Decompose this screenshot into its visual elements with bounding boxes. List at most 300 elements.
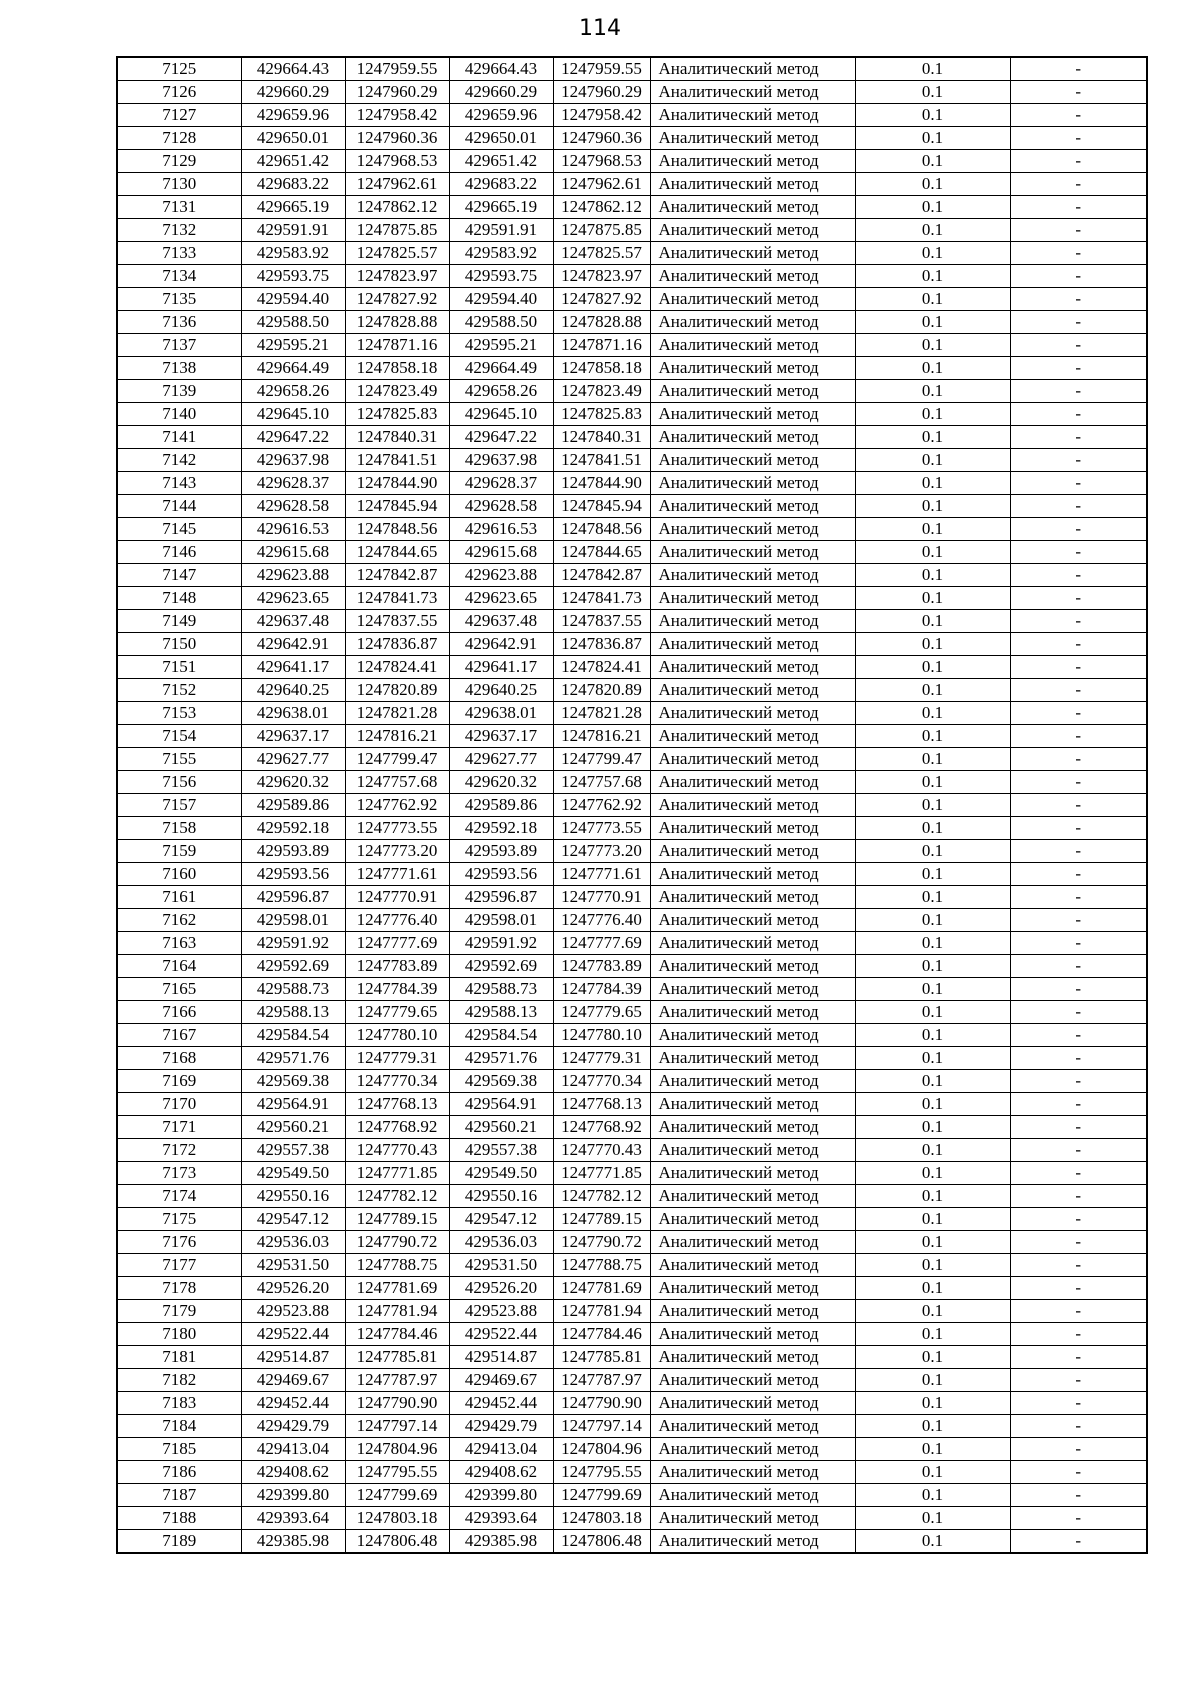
x-coordinate-cell: 429593.89 [449,840,553,863]
method-cell: Аналитический метод [650,449,855,472]
method-cell: Аналитический метод [650,679,855,702]
accuracy-cell: 0.1 [855,173,1010,196]
y-coordinate-cell: 1247795.55 [553,1461,650,1484]
method-cell: Аналитический метод [650,1277,855,1300]
accuracy-cell: 0.1 [855,725,1010,748]
accuracy-cell: 0.1 [855,955,1010,978]
x-coordinate-cell: 429645.10 [241,403,345,426]
y-coordinate-cell: 1247875.85 [553,219,650,242]
y-coordinate-cell: 1247803.18 [553,1507,650,1530]
method-cell: Аналитический метод [650,1461,855,1484]
accuracy-cell: 0.1 [855,1300,1010,1323]
point-number-cell: 7136 [117,311,241,334]
x-coordinate-cell: 429593.89 [241,840,345,863]
point-number-cell: 7189 [117,1530,241,1554]
x-coordinate-cell: 429623.88 [241,564,345,587]
y-coordinate-cell: 1247785.81 [553,1346,650,1369]
point-number-cell: 7147 [117,564,241,587]
note-cell: - [1010,863,1147,886]
point-number-cell: 7186 [117,1461,241,1484]
y-coordinate-cell: 1247790.90 [553,1392,650,1415]
y-coordinate-cell: 1247785.81 [345,1346,449,1369]
x-coordinate-cell: 429591.91 [449,219,553,242]
y-coordinate-cell: 1247787.97 [345,1369,449,1392]
point-number-cell: 7134 [117,265,241,288]
x-coordinate-cell: 429514.87 [449,1346,553,1369]
x-coordinate-cell: 429583.92 [449,242,553,265]
y-coordinate-cell: 1247958.42 [345,104,449,127]
table-row [117,1208,1147,1231]
table-row [117,1461,1147,1484]
method-cell: Аналитический метод [650,104,855,127]
y-coordinate-cell: 1247841.51 [345,449,449,472]
method-cell: Аналитический метод [650,725,855,748]
point-number-cell: 7174 [117,1185,241,1208]
y-coordinate-cell: 1247784.39 [345,978,449,1001]
x-coordinate-cell: 429592.69 [449,955,553,978]
y-coordinate-cell: 1247777.69 [553,932,650,955]
table-row [117,1415,1147,1438]
x-coordinate-cell: 429522.44 [449,1323,553,1346]
x-coordinate-cell: 429637.98 [449,449,553,472]
note-cell: - [1010,288,1147,311]
accuracy-cell: 0.1 [855,472,1010,495]
x-coordinate-cell: 429664.49 [241,357,345,380]
x-coordinate-cell: 429588.13 [449,1001,553,1024]
x-coordinate-cell: 429665.19 [241,196,345,219]
x-coordinate-cell: 429589.86 [449,794,553,817]
x-coordinate-cell: 429452.44 [241,1392,345,1415]
table-row [117,541,1147,564]
x-coordinate-cell: 429628.37 [449,472,553,495]
method-cell: Аналитический метод [650,1507,855,1530]
accuracy-cell: 0.1 [855,1231,1010,1254]
x-coordinate-cell: 429593.56 [241,863,345,886]
method-cell: Аналитический метод [650,1438,855,1461]
accuracy-cell: 0.1 [855,1162,1010,1185]
method-cell: Аналитический метод [650,311,855,334]
x-coordinate-cell: 429628.58 [241,495,345,518]
method-cell: Аналитический метод [650,1254,855,1277]
y-coordinate-cell: 1247757.68 [553,771,650,794]
x-coordinate-cell: 429658.26 [241,380,345,403]
y-coordinate-cell: 1247825.83 [553,403,650,426]
table-row [117,472,1147,495]
method-cell: Аналитический метод [650,1024,855,1047]
method-cell: Аналитический метод [650,1300,855,1323]
x-coordinate-cell: 429595.21 [241,334,345,357]
table-row [117,1070,1147,1093]
accuracy-cell: 0.1 [855,1001,1010,1024]
x-coordinate-cell: 429588.50 [449,311,553,334]
note-cell: - [1010,1530,1147,1554]
x-coordinate-cell: 429645.10 [449,403,553,426]
x-coordinate-cell: 429659.96 [449,104,553,127]
note-cell: - [1010,610,1147,633]
table-row [117,426,1147,449]
accuracy-cell: 0.1 [855,1254,1010,1277]
y-coordinate-cell: 1247806.48 [345,1530,449,1554]
point-number-cell: 7181 [117,1346,241,1369]
y-coordinate-cell: 1247871.16 [345,334,449,357]
accuracy-cell: 0.1 [855,1484,1010,1507]
table-row [117,1024,1147,1047]
table-row [117,679,1147,702]
accuracy-cell: 0.1 [855,1070,1010,1093]
accuracy-cell: 0.1 [855,863,1010,886]
point-number-cell: 7162 [117,909,241,932]
point-number-cell: 7169 [117,1070,241,1093]
method-cell: Аналитический метод [650,771,855,794]
accuracy-cell: 0.1 [855,978,1010,1001]
note-cell: - [1010,1438,1147,1461]
method-cell: Аналитический метод [650,840,855,863]
point-number-cell: 7168 [117,1047,241,1070]
y-coordinate-cell: 1247871.16 [553,334,650,357]
point-number-cell: 7142 [117,449,241,472]
x-coordinate-cell: 429647.22 [241,426,345,449]
y-coordinate-cell: 1247806.48 [553,1530,650,1554]
point-number-cell: 7166 [117,1001,241,1024]
x-coordinate-cell: 429588.50 [241,311,345,334]
y-coordinate-cell: 1247799.47 [553,748,650,771]
accuracy-cell: 0.1 [855,748,1010,771]
x-coordinate-cell: 429571.76 [241,1047,345,1070]
method-cell: Аналитический метод [650,495,855,518]
y-coordinate-cell: 1247827.92 [553,288,650,311]
x-coordinate-cell: 429393.64 [241,1507,345,1530]
y-coordinate-cell: 1247757.68 [345,771,449,794]
accuracy-cell: 0.1 [855,311,1010,334]
table-row [117,610,1147,633]
note-cell: - [1010,150,1147,173]
note-cell: - [1010,564,1147,587]
y-coordinate-cell: 1247862.12 [345,196,449,219]
note-cell: - [1010,1346,1147,1369]
point-number-cell: 7154 [117,725,241,748]
method-cell: Аналитический метод [650,1369,855,1392]
x-coordinate-cell: 429557.38 [449,1139,553,1162]
x-coordinate-cell: 429637.48 [241,610,345,633]
y-coordinate-cell: 1247773.20 [553,840,650,863]
table-row [117,1185,1147,1208]
accuracy-cell: 0.1 [855,1530,1010,1554]
y-coordinate-cell: 1247844.65 [345,541,449,564]
x-coordinate-cell: 429523.88 [241,1300,345,1323]
page-number: 114 [579,16,621,41]
y-coordinate-cell: 1247768.13 [345,1093,449,1116]
accuracy-cell: 0.1 [855,104,1010,127]
x-coordinate-cell: 429638.01 [241,702,345,725]
x-coordinate-cell: 429664.43 [449,57,553,81]
accuracy-cell: 0.1 [855,242,1010,265]
y-coordinate-cell: 1247780.10 [345,1024,449,1047]
x-coordinate-cell: 429620.32 [241,771,345,794]
accuracy-cell: 0.1 [855,265,1010,288]
table-body [117,57,1147,1553]
x-coordinate-cell: 429564.91 [449,1093,553,1116]
x-coordinate-cell: 429593.56 [449,863,553,886]
x-coordinate-cell: 429591.92 [449,932,553,955]
method-cell: Аналитический метод [650,1530,855,1554]
accuracy-cell: 0.1 [855,656,1010,679]
method-cell: Аналитический метод [650,219,855,242]
method-cell: Аналитический метод [650,564,855,587]
note-cell: - [1010,242,1147,265]
x-coordinate-cell: 429641.17 [449,656,553,679]
point-number-cell: 7151 [117,656,241,679]
table-row [117,1047,1147,1070]
method-cell: Аналитический метод [650,380,855,403]
y-coordinate-cell: 1247799.69 [553,1484,650,1507]
note-cell: - [1010,1116,1147,1139]
note-cell: - [1010,633,1147,656]
point-number-cell: 7141 [117,426,241,449]
x-coordinate-cell: 429593.75 [241,265,345,288]
table-row [117,1231,1147,1254]
point-number-cell: 7167 [117,1024,241,1047]
y-coordinate-cell: 1247784.46 [345,1323,449,1346]
x-coordinate-cell: 429592.69 [241,955,345,978]
note-cell: - [1010,1139,1147,1162]
point-number-cell: 7146 [117,541,241,564]
note-cell: - [1010,679,1147,702]
accuracy-cell: 0.1 [855,794,1010,817]
method-cell: Аналитический метод [650,863,855,886]
note-cell: - [1010,587,1147,610]
accuracy-cell: 0.1 [855,1047,1010,1070]
note-cell: - [1010,495,1147,518]
x-coordinate-cell: 429413.04 [241,1438,345,1461]
point-number-cell: 7128 [117,127,241,150]
x-coordinate-cell: 429659.96 [241,104,345,127]
table-row [117,311,1147,334]
x-coordinate-cell: 429640.25 [241,679,345,702]
method-cell: Аналитический метод [650,403,855,426]
x-coordinate-cell: 429531.50 [241,1254,345,1277]
x-coordinate-cell: 429385.98 [449,1530,553,1554]
y-coordinate-cell: 1247823.49 [553,380,650,403]
y-coordinate-cell: 1247959.55 [553,57,650,81]
x-coordinate-cell: 429595.21 [449,334,553,357]
y-coordinate-cell: 1247773.55 [345,817,449,840]
x-coordinate-cell: 429615.68 [449,541,553,564]
y-coordinate-cell: 1247841.73 [553,587,650,610]
accuracy-cell: 0.1 [855,840,1010,863]
table-row [117,794,1147,817]
note-cell: - [1010,219,1147,242]
table-row [117,1346,1147,1369]
table-row [117,1530,1147,1554]
note-cell: - [1010,1392,1147,1415]
accuracy-cell: 0.1 [855,817,1010,840]
method-cell: Аналитический метод [650,748,855,771]
method-cell: Аналитический метод [650,886,855,909]
accuracy-cell: 0.1 [855,702,1010,725]
y-coordinate-cell: 1247781.69 [553,1277,650,1300]
point-number-cell: 7137 [117,334,241,357]
y-coordinate-cell: 1247784.46 [553,1323,650,1346]
table-row [117,863,1147,886]
note-cell: - [1010,978,1147,1001]
note-cell: - [1010,1369,1147,1392]
x-coordinate-cell: 429429.79 [241,1415,345,1438]
note-cell: - [1010,1185,1147,1208]
x-coordinate-cell: 429591.92 [241,932,345,955]
table-row [117,1300,1147,1323]
table-row [117,1254,1147,1277]
note-cell: - [1010,771,1147,794]
y-coordinate-cell: 1247845.94 [553,495,650,518]
table-row [117,955,1147,978]
note-cell: - [1010,1208,1147,1231]
y-coordinate-cell: 1247788.75 [553,1254,650,1277]
method-cell: Аналитический метод [650,633,855,656]
y-coordinate-cell: 1247776.40 [345,909,449,932]
point-number-cell: 7172 [117,1139,241,1162]
accuracy-cell: 0.1 [855,1116,1010,1139]
x-coordinate-cell: 429584.54 [241,1024,345,1047]
note-cell: - [1010,380,1147,403]
y-coordinate-cell: 1247782.12 [345,1185,449,1208]
y-coordinate-cell: 1247842.87 [553,564,650,587]
y-coordinate-cell: 1247828.88 [553,311,650,334]
accuracy-cell: 0.1 [855,150,1010,173]
x-coordinate-cell: 429620.32 [449,771,553,794]
note-cell: - [1010,1231,1147,1254]
y-coordinate-cell: 1247790.90 [345,1392,449,1415]
note-cell: - [1010,1461,1147,1484]
method-cell: Аналитический метод [650,1415,855,1438]
table-row [117,196,1147,219]
table-row [117,886,1147,909]
note-cell: - [1010,57,1147,81]
y-coordinate-cell: 1247960.29 [345,81,449,104]
point-number-cell: 7155 [117,748,241,771]
point-number-cell: 7179 [117,1300,241,1323]
table-row [117,1323,1147,1346]
x-coordinate-cell: 429650.01 [241,127,345,150]
y-coordinate-cell: 1247781.69 [345,1277,449,1300]
accuracy-cell: 0.1 [855,1208,1010,1231]
x-coordinate-cell: 429588.13 [241,1001,345,1024]
y-coordinate-cell: 1247816.21 [345,725,449,748]
method-cell: Аналитический метод [650,1484,855,1507]
accuracy-cell: 0.1 [855,334,1010,357]
method-cell: Аналитический метод [650,1093,855,1116]
table-row [117,265,1147,288]
y-coordinate-cell: 1247770.91 [553,886,650,909]
method-cell: Аналитический метод [650,81,855,104]
y-coordinate-cell: 1247771.85 [345,1162,449,1185]
y-coordinate-cell: 1247776.40 [553,909,650,932]
y-coordinate-cell: 1247844.90 [553,472,650,495]
method-cell: Аналитический метод [650,1323,855,1346]
y-coordinate-cell: 1247771.85 [553,1162,650,1185]
y-coordinate-cell: 1247841.73 [345,587,449,610]
y-coordinate-cell: 1247845.94 [345,495,449,518]
accuracy-cell: 0.1 [855,633,1010,656]
table-row [117,564,1147,587]
point-number-cell: 7126 [117,81,241,104]
x-coordinate-cell: 429571.76 [449,1047,553,1070]
accuracy-cell: 0.1 [855,518,1010,541]
point-number-cell: 7163 [117,932,241,955]
x-coordinate-cell: 429549.50 [241,1162,345,1185]
method-cell: Аналитический метод [650,1139,855,1162]
table-row [117,702,1147,725]
method-cell: Аналитический метод [650,1231,855,1254]
accuracy-cell: 0.1 [855,564,1010,587]
accuracy-cell: 0.1 [855,81,1010,104]
y-coordinate-cell: 1247781.94 [553,1300,650,1323]
accuracy-cell: 0.1 [855,1369,1010,1392]
x-coordinate-cell: 429628.37 [241,472,345,495]
x-coordinate-cell: 429641.17 [241,656,345,679]
method-cell: Аналитический метод [650,541,855,564]
table-row [117,840,1147,863]
method-cell: Аналитический метод [650,196,855,219]
point-number-cell: 7125 [117,57,241,81]
note-cell: - [1010,357,1147,380]
note-cell: - [1010,817,1147,840]
x-coordinate-cell: 429526.20 [449,1277,553,1300]
y-coordinate-cell: 1247768.92 [345,1116,449,1139]
y-coordinate-cell: 1247816.21 [553,725,650,748]
y-coordinate-cell: 1247962.61 [553,173,650,196]
note-cell: - [1010,1277,1147,1300]
x-coordinate-cell: 429569.38 [241,1070,345,1093]
y-coordinate-cell: 1247768.13 [553,1093,650,1116]
point-number-cell: 7127 [117,104,241,127]
method-cell: Аналитический метод [650,518,855,541]
note-cell: - [1010,104,1147,127]
y-coordinate-cell: 1247779.31 [345,1047,449,1070]
point-number-cell: 7149 [117,610,241,633]
x-coordinate-cell: 429660.29 [241,81,345,104]
point-number-cell: 7152 [117,679,241,702]
note-cell: - [1010,725,1147,748]
table-row [117,1438,1147,1461]
accuracy-cell: 0.1 [855,1346,1010,1369]
method-cell: Аналитический метод [650,909,855,932]
note-cell: - [1010,472,1147,495]
method-cell: Аналитический метод [650,955,855,978]
x-coordinate-cell: 429591.91 [241,219,345,242]
point-number-cell: 7184 [117,1415,241,1438]
y-coordinate-cell: 1247790.72 [345,1231,449,1254]
y-coordinate-cell: 1247773.20 [345,840,449,863]
point-number-cell: 7135 [117,288,241,311]
x-coordinate-cell: 429408.62 [241,1461,345,1484]
y-coordinate-cell: 1247789.15 [553,1208,650,1231]
y-coordinate-cell: 1247844.90 [345,472,449,495]
x-coordinate-cell: 429637.17 [449,725,553,748]
note-cell: - [1010,1300,1147,1323]
y-coordinate-cell: 1247787.97 [553,1369,650,1392]
method-cell: Аналитический метод [650,472,855,495]
table-row [117,1139,1147,1162]
y-coordinate-cell: 1247770.34 [553,1070,650,1093]
method-cell: Аналитический метод [650,1070,855,1093]
y-coordinate-cell: 1247799.47 [345,748,449,771]
method-cell: Аналитический метод [650,1047,855,1070]
point-number-cell: 7140 [117,403,241,426]
table-row [117,495,1147,518]
x-coordinate-cell: 429569.38 [449,1070,553,1093]
note-cell: - [1010,748,1147,771]
y-coordinate-cell: 1247958.42 [553,104,650,127]
